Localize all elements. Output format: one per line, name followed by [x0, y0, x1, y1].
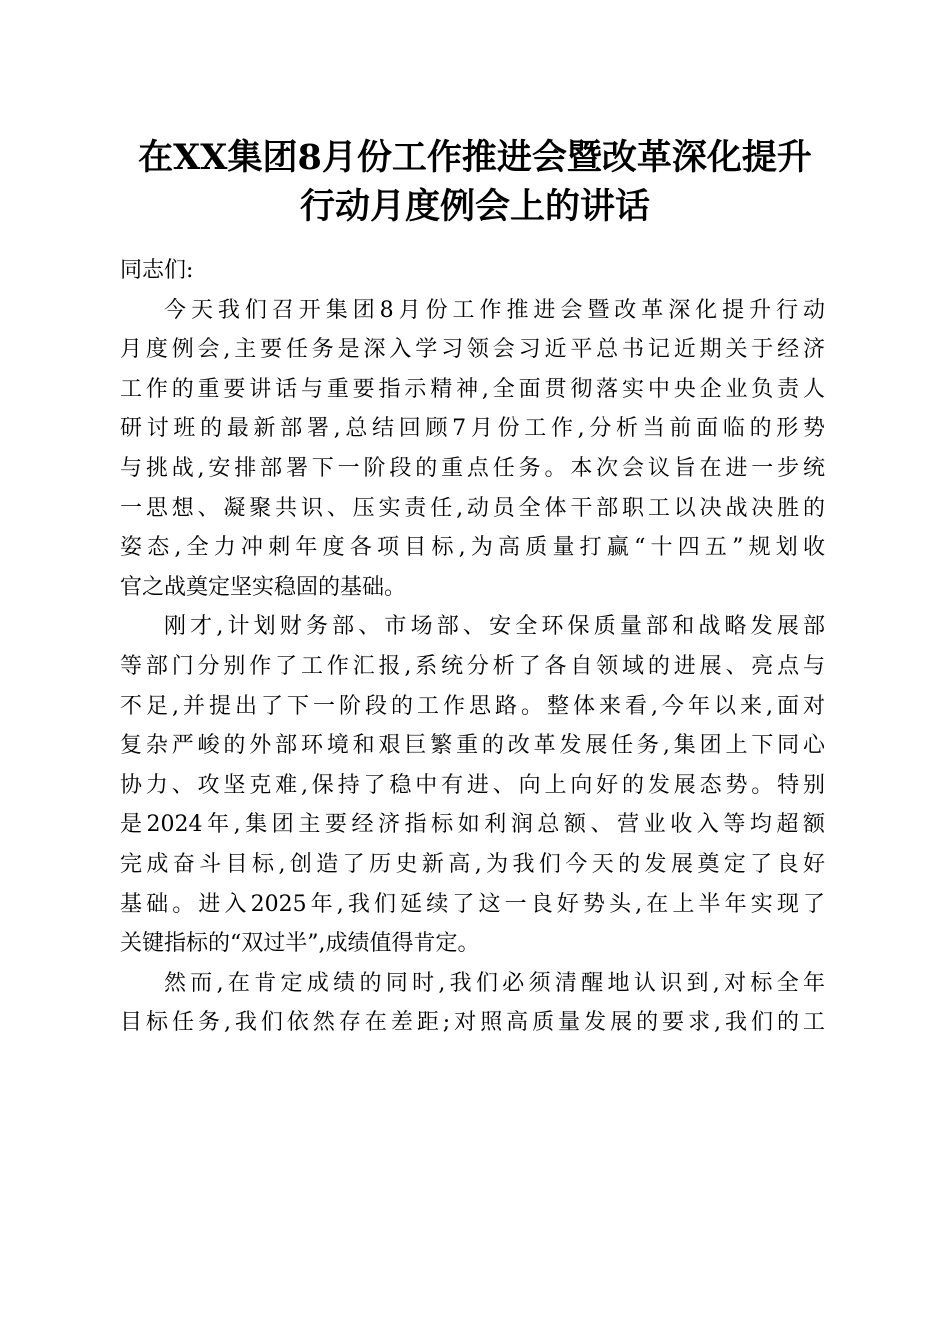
paragraph-line: 完成奋斗目标,创造了历史新高,为我们今天的发展奠定了良好 [120, 851, 825, 877]
paragraph-line: 关键指标的“双过半”,成绩值得肯定。 [120, 931, 480, 957]
paragraph-line: 今天我们召开集团8月份工作推进会暨改革深化提升行动 [164, 297, 825, 323]
paragraph-line: 一思想、凝聚共识、压实责任,动员全体干部职工以决战决胜的 [120, 495, 825, 521]
paragraph-line: 刚才,计划财务部、市场部、安全环保质量部和战略发展部 [164, 614, 825, 640]
title-line-1: 在XX集团8月份工作推进会暨改革深化提升 [138, 137, 812, 178]
title-line-2: 行动月度例会上的讲话 [299, 186, 650, 227]
paragraph-line: 复杂严峻的外部环境和艰巨繁重的改革发展任务,集团上下同心 [120, 733, 825, 759]
paragraph-line: 是2024年,集团主要经济指标如利润总额、营业收入等均超额 [120, 812, 825, 838]
paragraph-line: 姿态,全力冲刺年度各项目标,为高质量打赢“十四五”规划收 [120, 535, 825, 561]
paragraph-line: 然而,在肯定成绩的同时,我们必须清醒地认识到,对标全年 [164, 970, 825, 996]
paragraph-line: 研讨班的最新部署,总结回顾7月份工作,分析当前面临的形势 [120, 416, 825, 442]
paragraph-line: 月度例会,主要任务是深入学习领会习近平总书记近期关于经济 [120, 337, 825, 363]
paragraph-1 [120, 291, 825, 608]
paragraph-line: 不足,并提出了下一阶段的工作思路。整体来看,今年以来,面对 [120, 693, 825, 719]
paragraph-line: 官之战奠定坚实稳固的基础。 [120, 574, 407, 600]
document-body [120, 251, 825, 1043]
paragraph-2 [120, 607, 825, 963]
paragraph-line: 协力、攻坚克难,保持了稳中有进、向上向好的发展态势。特别 [120, 772, 825, 798]
paragraph-line: 与挑战,安排部署下一阶段的重点任务。本次会议旨在进一步统 [120, 455, 825, 481]
paragraph-line: 基础。进入2025年,我们延续了这一良好势头,在上半年实现了 [120, 891, 825, 917]
salutation: 同志们: [120, 258, 194, 283]
paragraph-line: 等部门分别作了工作汇报,系统分析了各自领域的进展、亮点与 [120, 653, 825, 679]
paragraph-3 [120, 964, 825, 1043]
document-title [100, 133, 850, 231]
paragraph-line: 目标任务,我们依然存在差距;对照高质量发展的要求,我们的工 [120, 1010, 825, 1036]
paragraph-line: 工作的重要讲话与重要指示精神,全面贯彻落实中央企业负责人 [120, 376, 825, 402]
